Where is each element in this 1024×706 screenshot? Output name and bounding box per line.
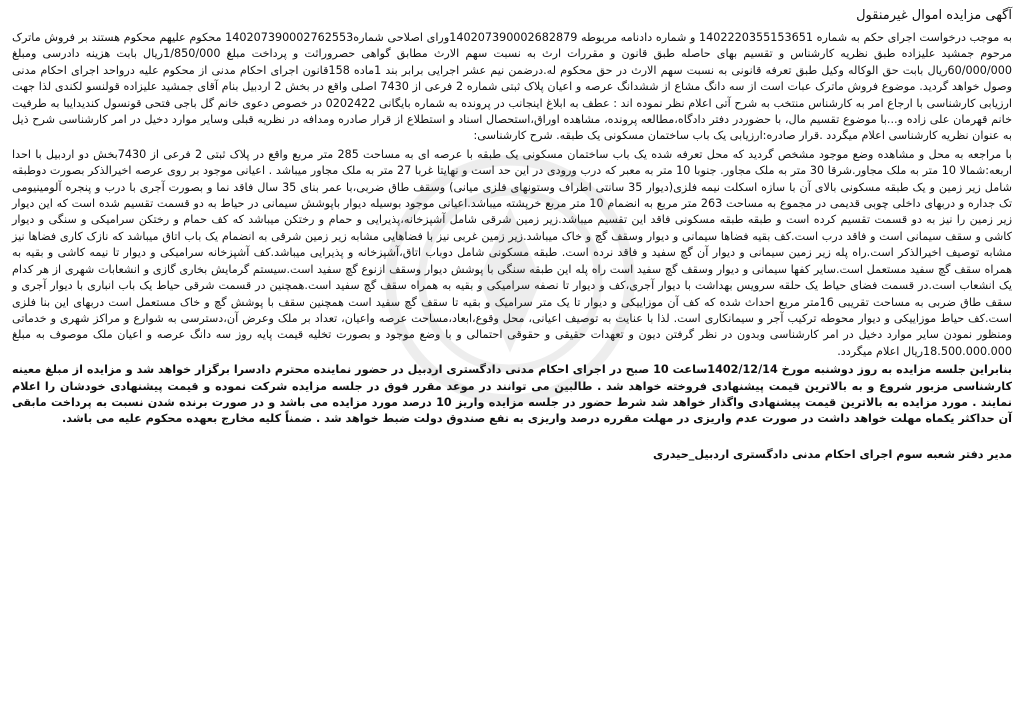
- signature-line: مدیر دفتر شعبه سوم اجرای احکام مدنی دادگستری اردبیل_حیدری: [653, 447, 1012, 461]
- paragraph-expert-opinion: با مراجعه به محل و مشاهده وضع موجود مشخص گردید که محل تعرفه شده یک باب ساختمان مسکونی یک طبقه با عرصه ای به مساحت 285 متر مربع واقع در پلاک ثبتی 2 فرعی از 7430بخش دو اردبیل با احدا اربعه:شمالا 10 متر به ملک مجاور.شرقا 30 متر به ملک مجاور. جنوبا 10 متر به معبر که درب ورودی در این حد است و نهایتا غربا 27 متر به ملک مجاور میباشد . اعیانی موجود بر روی عرصه اخیرالذکر بصورت دوطبقه شامل زیر زمین و یک طبقه مسکونی بالای آن با سازه اسکلت نیمه فلزی(دیوار 35 سانتی اطراف وستونهای فلزی میانی) وسقف طاق ضربی،با عمر بنای 35 سال فاقد نما و بصورت آجری با درب و پنجره آلومینیومی تک جداره و دربهای داخلی چوبی قدیمی در مجموع به مساحت 263 متر مربع به انضمام 10 متر مربع خرپشته میباشد.اعیانی موجود بوسیله دیوار باپوشش سیمانی در حیاط به دو قسمت تقسیم شده است که این دیوار زیر زمین را نیز به دو قسمت تقسیم کرده است و طبقه طبقه مسکونی فاقد این تقسیم میباشد.زیر زمین شرقی شامل آشپزخانه،پذیرایی و حمام و رختکن میباشد که کف حمام و رختکن سرامیکی و سنگی و دیوار کاشی و سقف سیمانی است و فاقد درب است.کف بقیه فضاها سیمانی و دیوار وسقف گچ و خاک میباشد.زیر زمین غربی نیز با فضاهایی مشابه زیر زمین شرقی به انضمام یک باب اتاق میباشد که نازک کاری فضاها نیز مشابه توصیف اخیرالذکر است.راه پله زیر زمین سیمانی و دیوار آن گچ سفید و فاقد نرده است. طبقه مسکونی شامل دوباب اتاق،آشپزخانه و پذیرایی میباشد.کف آشپزخانه سرامیکی و دیوار تا نیمه کاشی و بقیه به همراه سقف گچ سفید مستعمل است.سایر کفها سیمانی و دیوار وسقف گچ سفید است راه پله این طبقه سنگی با پوشش دیوار وسقف ازنوع گچ سفید است.سیستم گرمایش بخاری گازی و انشعابات شهری از هر کدام یک انشعاب است.در قسمت فضای حیاط یک حلقه سرویس بهداشت با دیوار آجری،کف و دیوار تا نصفه سرامیکی و بقیه به همراه سقف گچ سفید است.همچنین در قسمت شرقی حیاط یک باب انباری با دیوار آجری و سقف طاق ضربی به مساحت تقریبی 16متر مربع احداث شده که کف آن موزاییکی و دیوار تا یک متر سرامیک و بقیه تا سقف گچ سفید است همچنین سقف با پوشش گچ و خاک مستعمل است دربهای این بنا فلزی است.کف حیاط موزاییکی و دیوار محوطه ترکیب آجر و سیمانکاری است. لذا با عنایت به توصیف اعیانی، محل وقوع،ابعاد،مساحت عرصه واعیان، تعداد بر ملک وعرض آن،دسترسی به شوارع و مراکز شهری و خدماتی ومنظور نمودن سایر موارد دخیل در امر کارشناسی وبدون در نظر گرفتن دیون و تعهدات حقیقی و حقوقی احتمالی و با وضع موجود و بصورت تخلیه قیمت پایه روز سه دانگ عرصه و اعیان ملک موصوف به مبلغ 18.500.000.000ریال اعلام میگردد.: [12, 147, 1013, 358]
- notice-title: آگهی مزایده اموال غیرمنقول: [856, 8, 1012, 23]
- paragraph-case-details: به موجب درخواست اجرای حکم به شماره 140222035515365‌1 و شماره دادنامه مربوطه 140207390002682879ورای اصلاحی شماره140207390002762553 محکوم علیهم محکوم هستند بر فروش ماترک مرحوم جمشید علیزاده طبق نظریه کارشناس و تقسیم بهای حاصله طبق قانون و مقررات ارث به نسبت سهم الارث مطابق گواهی حصروراثت و پرداخت مبلغ 1/850/000ریال بابت هزینه دادرسی ومبلغ 60/000/000ریال بابت حق الوکاله وکیل طبق تعرفه قانونی به نسبت سهم الارث در حق محکوم له.درضمن نیم عشر اجرایی برابر بند 1ماده 158قانون اجرای احکام مدنی از محکوم علیه درواحد اجرای احکام مدنی وصول خواهد گردید. موضوع فروش ماترک عبات است از سه دانگ مشاع از ششدانگ عرصه و اعیان پلاک ثبتی شماره 2 فرعی از 7430 اصلی واقع در بخش 2 اردبیل بنام آقای جمشید علیزاده قولنسو لکندی لذا جهت ارزیابی کارشناسی با ارجاع امر به کارشناس منتخب به شرح آتی اعلام نظر نموده اند : عطف به ابلاغ اینجانب در پرونده به شماره بایگانی 0202422 در خصوص دعوی خانم گل باجی فتحی قونسول کندیدایبا به طرفیت خانم قهرمان علی زاده و...با موضوع تقسیم مال، با حضوردر دفتر دادگاه،مطالعه پرونده، مشاهده اوراق،استحصال اسناد و استطلاع از قرار صادره ومدافه در نظریه قبلی وسایر موارد دخیل در امر کارشناسی شرح ذیل به عنوان نظریه کارشناسی اعلام میگردد .قرار صادره:ارزیابی یک باب ساختمان مسکونی یک طبقه. شرح کارشناسی:: [12, 31, 1013, 143]
- paragraph-auction-terms: بنابراین جلسه مزایده به روز دوشنبه مورخ 1402/12/14ساعت 10 صبح در اجرای احکام مدنی دادگستری اردبیل در حضور نماینده محترم دادسرا برگزار خواهد شد و مزایده از مبلغ معینه کارشناسی مزبور شروع و به بالاترین قیمت پیشنهادی فروخته خواهد شد . طالبین می توانند در موعد مقرر فوق در جلسه مزایده شرکت نموده و قیمت پیشنهادی خودشان را اعلام نمایند . مورد مزایده به بالاترین قیمت پیشنهادی واگذار خواهد شد شرط حضور در جلسه مزایده واریز 10 درصد مورد مزایده می باشد و در صورت برنده شدن نسبت به پرداخت مابقی آن حداکثر یکماه مهلت خواهد داشت در صورت عدم واریزی در مهلت مقرره درصد واریزی به نفع صندوق دولت ضبط خواهد شد . ضمناً کلیه مخارج بعهده محکوم علیه می باشد.: [12, 363, 1012, 426]
- spacer: [12, 428, 1012, 446]
